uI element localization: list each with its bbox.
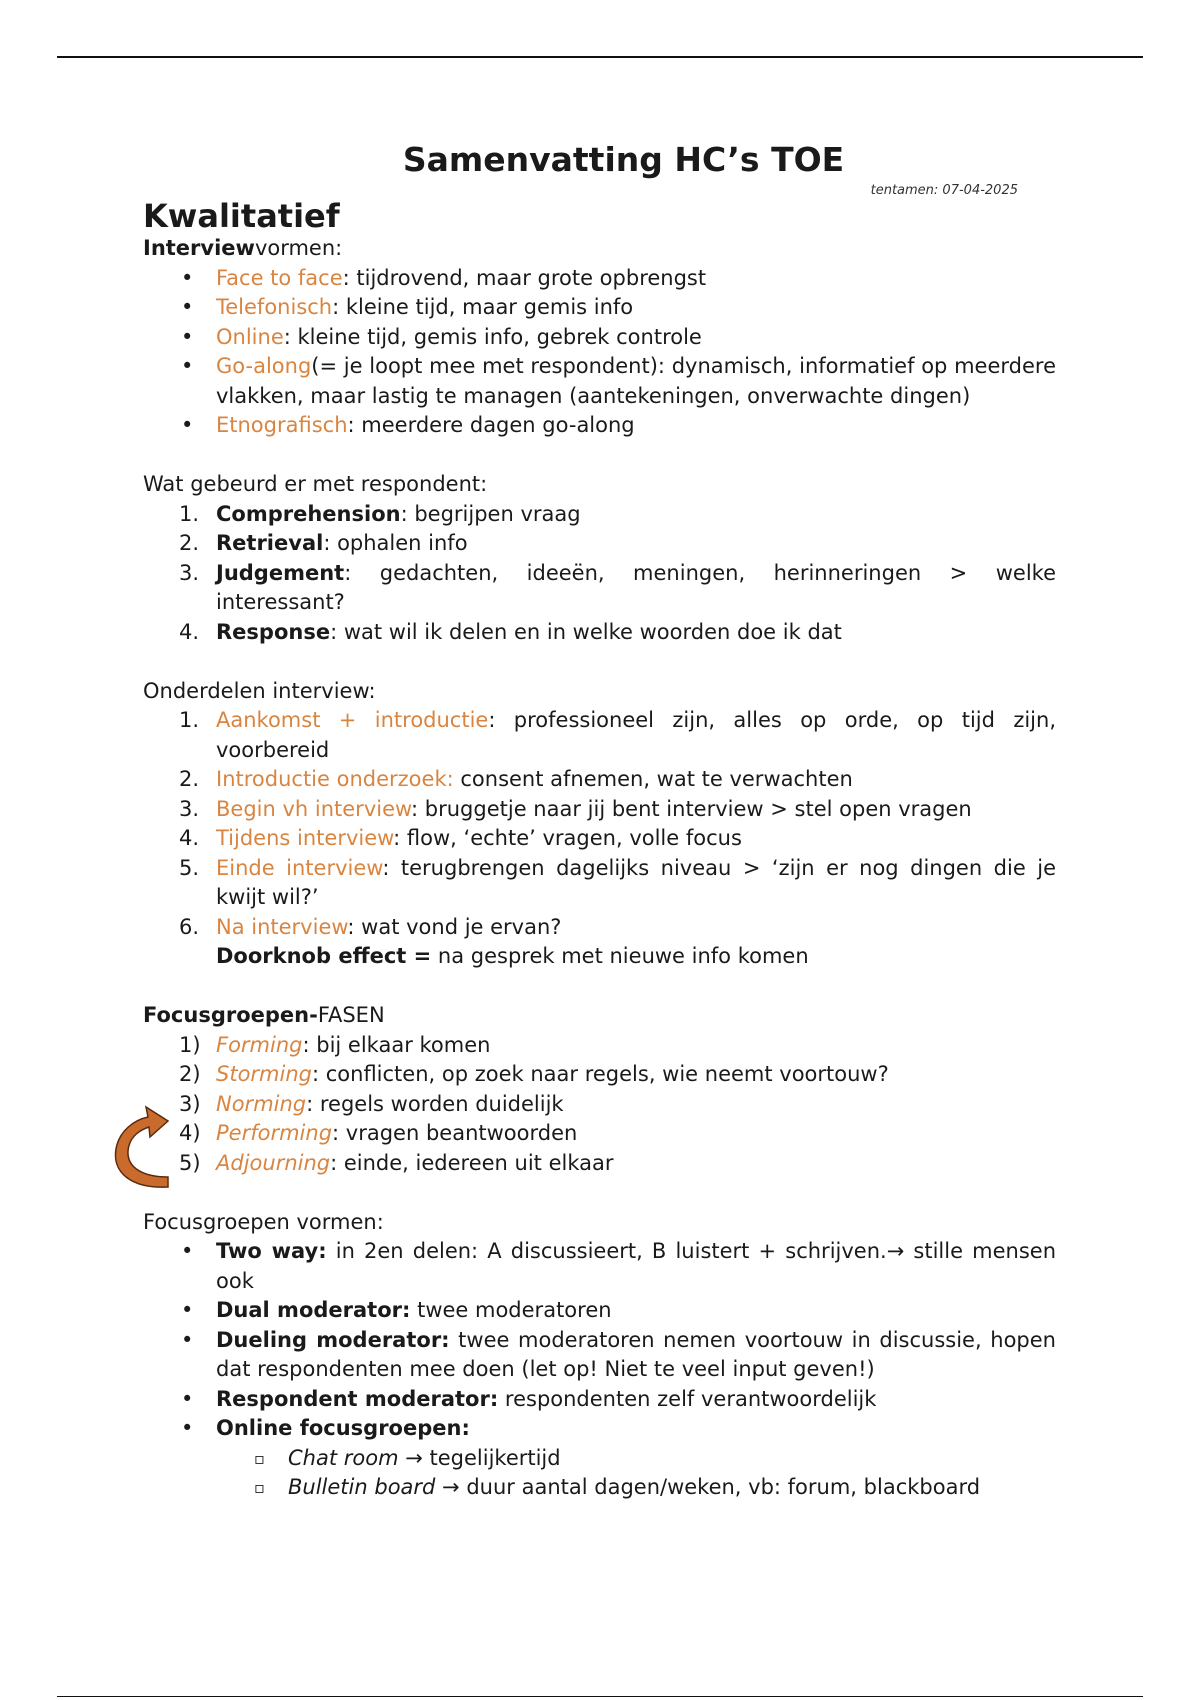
online-focus-sublist xyxy=(143,1444,1056,1503)
curved-arrow-icon xyxy=(110,1103,172,1193)
item-text: : wat vond je ervan? xyxy=(347,914,562,939)
bullet-icon: • xyxy=(181,324,194,349)
item-term: Storming xyxy=(216,1062,312,1086)
item-text: in 2en delen: A discussieert, B luistert + schrijven.→ stille mensen ook xyxy=(216,1239,1056,1293)
item-text: : ophalen info xyxy=(323,531,468,555)
item-number: 3. xyxy=(179,796,200,821)
item-term: Begin vh interview xyxy=(216,796,412,821)
footer-rule xyxy=(57,1696,1143,1697)
item-term: Dual moderator: xyxy=(216,1298,411,1322)
list-item xyxy=(143,1326,1056,1385)
list-item xyxy=(143,824,1056,854)
list-item xyxy=(143,765,1056,795)
bullet-icon: • xyxy=(181,265,194,290)
item-number: 1. xyxy=(179,708,200,732)
item-text: twee moderatoren xyxy=(410,1298,612,1322)
item-text: : tijdrovend, maar grote opbrengst xyxy=(342,265,707,290)
item-number: 5) xyxy=(179,1150,201,1175)
item-term: Comprehension xyxy=(216,501,401,526)
item-term: Response xyxy=(216,619,331,644)
square-bullet-icon: ▫ xyxy=(254,1478,265,1497)
item-text: (= je loopt mee met respondent): dynamisch, informatief op meerdere vlakken, maar lastig te managen (aantekeningen, onverwachte dingen) xyxy=(216,354,1056,408)
item-text: consent afnemen, wat te verwachten xyxy=(453,767,853,791)
focus-forms-heading: Focusgroepen vormen: xyxy=(143,1209,384,1234)
bullet-icon: • xyxy=(181,1386,194,1411)
list-item xyxy=(143,854,1056,913)
item-number: 3. xyxy=(179,560,200,585)
focus-phases-heading xyxy=(143,1001,1056,1031)
item-term: Performing xyxy=(216,1121,333,1145)
list-item xyxy=(143,1473,1056,1503)
item-text: : vragen beantwoorden xyxy=(332,1121,578,1145)
item-number: 2) xyxy=(179,1062,201,1086)
item-term: Bulletin board xyxy=(288,1475,436,1499)
item-text: : flow, ‘echte’ vragen, volle focus xyxy=(393,826,742,850)
list-item xyxy=(143,293,1056,323)
item-number: 2. xyxy=(179,767,200,791)
item-text: : einde, iedereen uit elkaar xyxy=(330,1150,614,1175)
item-text: : meerdere dagen go-along xyxy=(347,413,635,437)
bullet-icon: • xyxy=(181,1239,194,1263)
list-item xyxy=(143,323,1056,353)
item-term: Go-along xyxy=(216,354,312,378)
list-item xyxy=(143,559,1056,618)
list-item xyxy=(143,411,1056,441)
item-text: : conflicten, op zoek naar regels, wie neemt voortouw? xyxy=(311,1062,889,1086)
item-text: : kleine tijd, gemis info, gebrek controle xyxy=(283,324,702,349)
list-item xyxy=(143,1031,1056,1061)
exam-date: tentamen: 07-04-2025 xyxy=(870,183,1018,198)
item-term: Aankomst + introductie xyxy=(216,708,489,732)
bullet-icon: • xyxy=(181,1416,194,1440)
header-rule xyxy=(57,56,1143,58)
list-item xyxy=(143,352,1056,411)
item-term: Etnografisch xyxy=(216,413,348,437)
item-term: Telefonisch xyxy=(216,295,333,319)
interview-forms-list xyxy=(143,264,1056,441)
item-number: 4) xyxy=(179,1121,201,1145)
item-number: 3) xyxy=(179,1091,201,1116)
focus-phases-heading-rest: FASEN xyxy=(317,1003,385,1027)
item-term: Adjourning xyxy=(216,1150,331,1175)
item-term: Online xyxy=(216,324,284,349)
item-term: Dueling moderator: xyxy=(216,1327,450,1352)
item-text: : begrijpen vraag xyxy=(400,501,581,526)
item-term: Introductie onderzoek: xyxy=(216,767,454,791)
respondent-heading: Wat gebeurd er met respondent: xyxy=(143,472,488,496)
item-term: Na interview xyxy=(216,914,348,939)
item-term: Judgement xyxy=(216,560,345,585)
item-number: 4. xyxy=(179,619,200,644)
item-number: 5. xyxy=(179,855,200,880)
item-number: 1. xyxy=(179,501,200,526)
item-term: Chat room xyxy=(288,1445,399,1470)
item-number: 2. xyxy=(179,531,200,555)
bullet-icon: • xyxy=(181,354,194,378)
doorknob-term: Doorknob effect = xyxy=(216,944,432,968)
list-item xyxy=(143,264,1056,294)
item-text: : wat wil ik delen en in welke woorden doe ik dat xyxy=(330,619,842,644)
focus-phases-list xyxy=(143,1031,1056,1179)
item-text: : bij elkaar komen xyxy=(302,1032,491,1057)
document-page xyxy=(143,140,1056,1503)
item-number: 6. xyxy=(179,914,200,939)
bullet-icon: • xyxy=(181,295,194,319)
list-item xyxy=(143,795,1056,825)
interview-forms-heading-rest: vormen: xyxy=(254,236,343,260)
item-text: : terugbrengen dagelijks niveau > ‘zijn er nog dingen die je kwijt wil?’ xyxy=(216,855,1056,909)
bullet-icon: • xyxy=(181,1298,194,1322)
list-item xyxy=(143,1090,1056,1120)
list-item xyxy=(143,1296,1056,1326)
list-item xyxy=(143,618,1056,648)
interview-parts-heading: Onderdelen interview: xyxy=(143,678,376,703)
list-item xyxy=(143,1060,1056,1090)
item-text: : gedachten, ideeën, meningen, herinneringen > welke interessant? xyxy=(216,560,1056,614)
item-term: Retrieval xyxy=(216,531,324,555)
bullet-icon: • xyxy=(181,1327,194,1352)
square-bullet-icon: ▫ xyxy=(254,1448,265,1468)
respondent-list xyxy=(143,500,1056,648)
item-number: 4. xyxy=(179,826,200,850)
list-item xyxy=(143,1149,1056,1179)
list-item xyxy=(143,1444,1056,1474)
item-term: Online focusgroepen: xyxy=(216,1416,470,1440)
item-text: : kleine tijd, maar gemis info xyxy=(332,295,634,319)
item-text: : regels worden duidelijk xyxy=(306,1091,564,1116)
interview-forms-heading xyxy=(143,234,1056,264)
page-title: Samenvatting HC’s TOE xyxy=(402,140,845,179)
item-text: twee moderatoren nemen voortouw in discussie, hopen dat respondenten mee doen (let op! Niet te veel input geven!) xyxy=(216,1327,1056,1381)
list-item xyxy=(143,1385,1056,1415)
bullet-icon: • xyxy=(181,413,194,437)
item-text: : bruggetje naar jij bent interview > stel open vragen xyxy=(411,796,972,821)
list-item xyxy=(143,529,1056,559)
item-term: Respondent moderator: xyxy=(216,1386,499,1411)
item-term: Face to face xyxy=(216,265,343,290)
interview-parts-list xyxy=(143,706,1056,972)
list-item xyxy=(143,500,1056,530)
item-text: : professioneel zijn, alles op orde, op tijd zijn, voorbereid xyxy=(216,708,1056,762)
item-term: Norming xyxy=(216,1091,307,1116)
list-item xyxy=(143,1414,1056,1444)
list-item xyxy=(143,1237,1056,1296)
item-term: Two way: xyxy=(216,1239,327,1263)
item-text: → duur aantal dagen/weken, vb: forum, blackboard xyxy=(435,1475,981,1499)
list-item xyxy=(143,913,1056,972)
item-term: Forming xyxy=(216,1032,303,1057)
section-heading: Kwalitatief xyxy=(143,197,340,235)
interview-forms-heading-bold: Interview xyxy=(143,236,255,260)
item-text: → tegelijkertijd xyxy=(398,1445,561,1470)
list-item xyxy=(143,706,1056,765)
focus-forms-list xyxy=(143,1237,1056,1444)
list-item xyxy=(143,1119,1056,1149)
item-number: 1) xyxy=(179,1032,201,1057)
item-term: Einde interview xyxy=(216,855,383,880)
doorknob-text: na gesprek met nieuwe info komen xyxy=(431,944,809,968)
item-text: respondenten zelf verantwoordelijk xyxy=(498,1386,877,1411)
focus-phases-heading-bold: Focusgroepen- xyxy=(143,1003,318,1027)
item-term: Tijdens interview xyxy=(216,826,394,850)
